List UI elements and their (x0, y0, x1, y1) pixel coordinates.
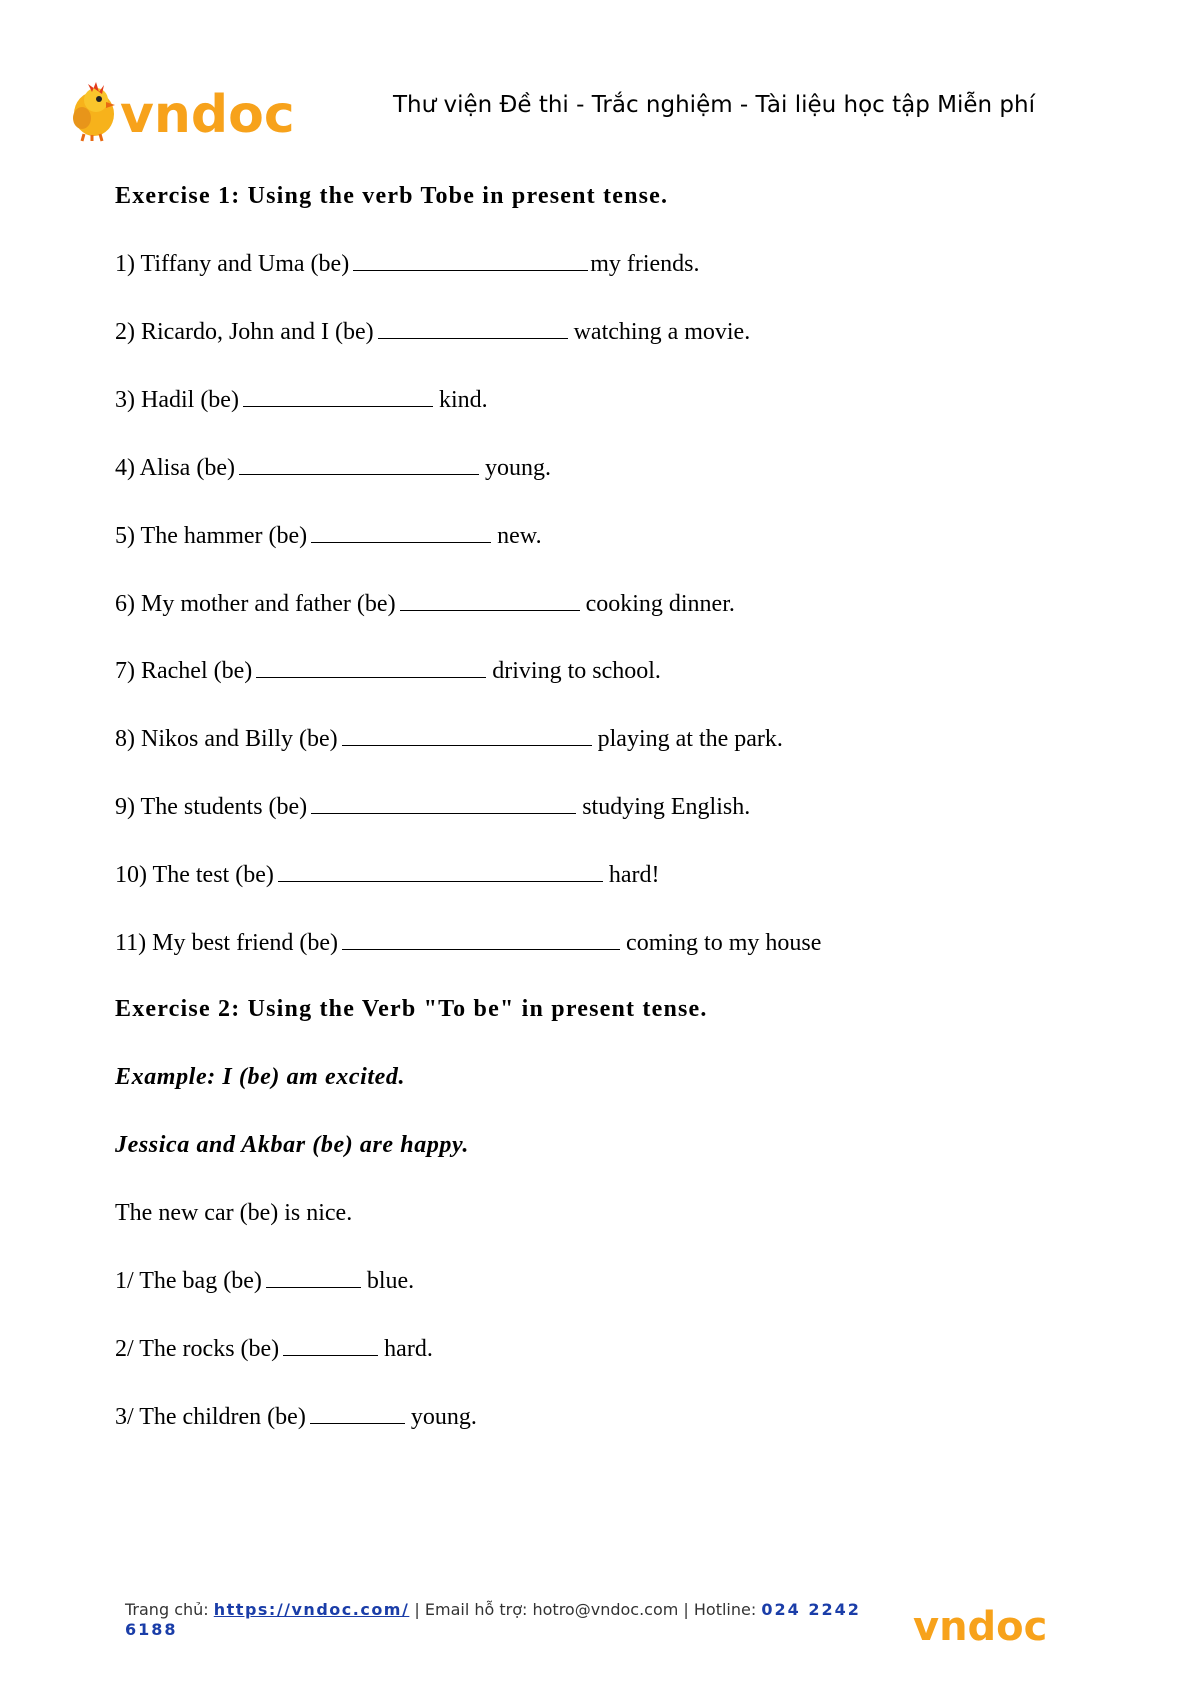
exercise1-item-4: 4) Alisa (be) young. (115, 452, 551, 483)
exercise2-example-1: Example: I (be) am excited. (115, 1064, 406, 1090)
answer-blank[interactable] (310, 1401, 405, 1424)
exercise1-item-5: 5) The hammer (be) new. (115, 520, 542, 551)
exercise1-item-2: 2) Ricardo, John and I (be) watching a movie. (115, 316, 750, 347)
answer-blank[interactable] (283, 1333, 378, 1356)
answer-blank[interactable] (353, 248, 588, 271)
page-header (68, 78, 1148, 148)
answer-blank[interactable] (400, 588, 580, 611)
exercise2-item-2: 2/ The rocks (be) hard. (115, 1333, 433, 1364)
answer-blank[interactable] (342, 723, 592, 746)
answer-blank[interactable] (378, 316, 568, 339)
exercise2-item-1: 1/ The bag (be) blue. (115, 1265, 414, 1296)
answer-blank[interactable] (239, 452, 479, 475)
page-footer (125, 1600, 1125, 1670)
footer-vndoc-logo (913, 1600, 1063, 1650)
exercise2-item-3: 3/ The children (be) young. (115, 1401, 477, 1432)
home-link[interactable]: https://vndoc.com/ (213, 1600, 410, 1619)
exercise1-item-10: 10) The test (be) hard! (115, 859, 659, 890)
answer-blank[interactable] (311, 791, 576, 814)
exercise1-item-7: 7) Rachel (be) driving to school. (115, 655, 661, 686)
answer-blank[interactable] (266, 1265, 361, 1288)
vndoc-logo (68, 78, 308, 144)
answer-blank[interactable] (311, 520, 491, 543)
answer-blank[interactable] (278, 859, 603, 882)
exercise1-item-3: 3) Hadil (be) kind. (115, 384, 488, 415)
answer-blank[interactable] (342, 927, 620, 950)
exercise1-item-11: 11) My best friend (be) coming to my house (115, 927, 821, 958)
exercise2-title: Exercise 2: Using the Verb "To be" in present tense. (115, 996, 708, 1022)
header-tagline: Thư viện Đề thi - Trắc nghiệm - Tài liệu học tập Miễn phí (393, 92, 1035, 118)
exercise2-example-2: Jessica and Akbar (be) are happy. (115, 1132, 469, 1158)
exercise1-item-8: 8) Nikos and Billy (be) playing at the park. (115, 723, 783, 754)
exercise1-item-1: 1) Tiffany and Uma (be) my friends. (115, 248, 700, 279)
exercise1-title: Exercise 1: Using the verb Tobe in present tense. (115, 183, 669, 209)
answer-blank[interactable] (256, 655, 486, 678)
footer-logo-wordmark: vndoc (913, 1604, 1048, 1650)
answer-blank[interactable] (243, 384, 433, 407)
logo-wordmark: vndoc (120, 85, 295, 144)
exercise2-example-3: The new car (be) is nice. (115, 1200, 353, 1226)
hotline-number: 024 2242 6188 (125, 1600, 861, 1639)
exercise1-item-9: 9) The students (be) studying English. (115, 791, 750, 822)
chicken-mascot-icon (73, 82, 115, 141)
footer-contact: Trang chủ: https://vndoc.com/ | Email hỗ trợ: hotro@vndoc.com | Hotline: 024 2242 6188 (125, 1600, 861, 1639)
exercise1-item-6: 6) My mother and father (be) cooking dinner. (115, 588, 735, 619)
